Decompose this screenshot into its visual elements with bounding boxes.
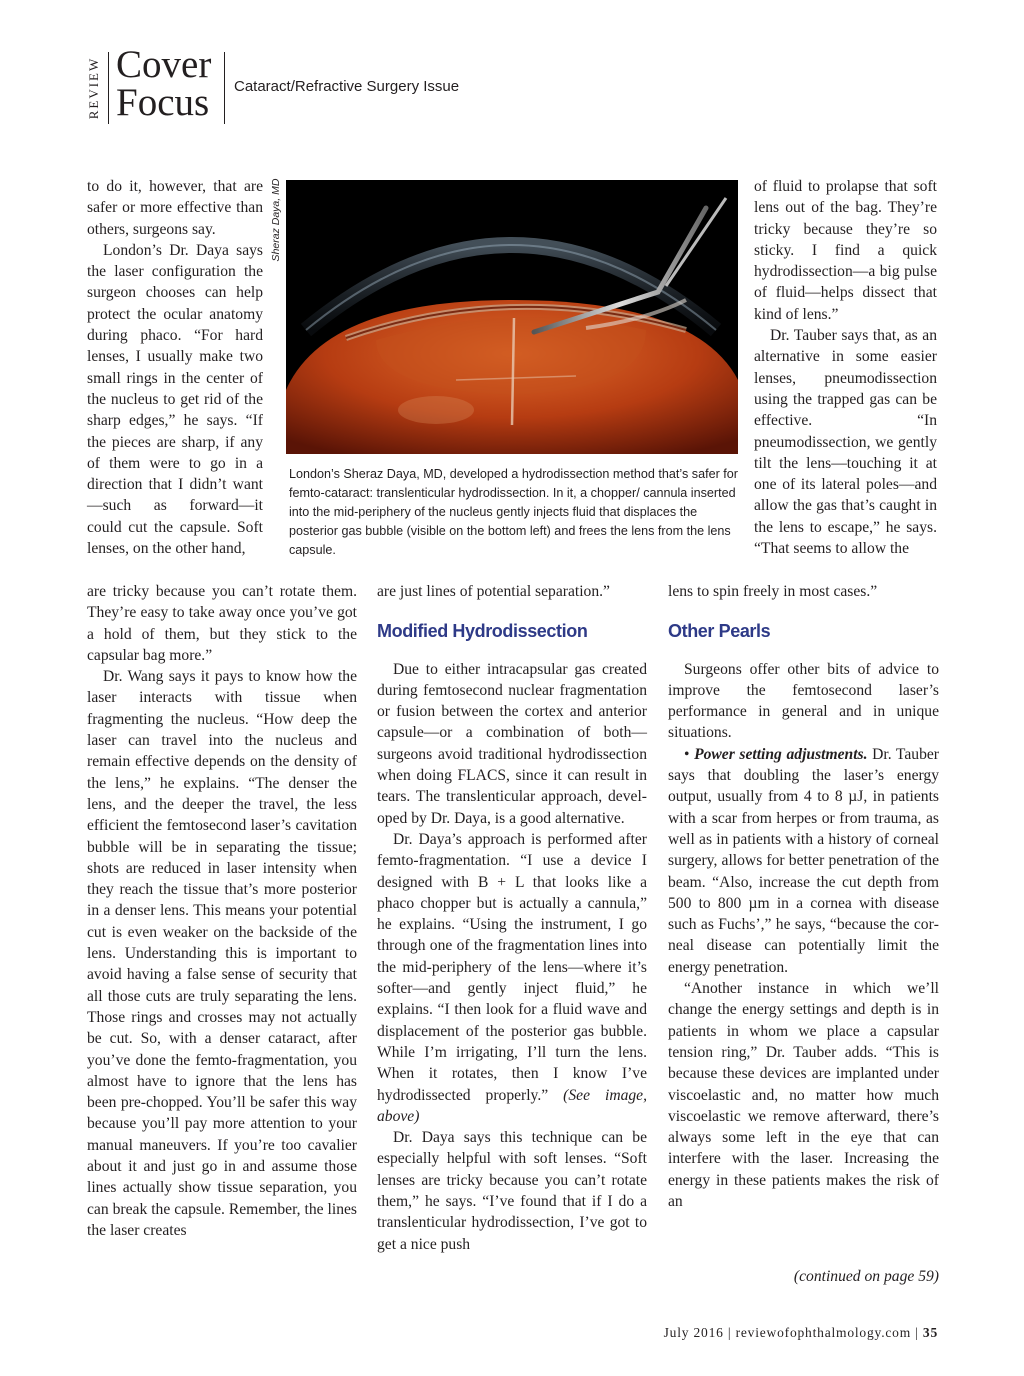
- column-1-top: [87, 176, 263, 559]
- figure-caption: London’s Sheraz Daya, MD, developed a hydrodissection method that’s safer for femto-cataract: translenticular hydrodissection. In it, a chopper/ cannula inserted into the mid-periphery of the nucleus gently injects fluid that displaces the posterior gas bubble (visible on the bottom left) and frees the lens from the lens capsule.: [289, 467, 738, 557]
- image-reference: (See image, above): [377, 1086, 647, 1125]
- eye-illustration: [286, 180, 738, 454]
- paragraph: to do it, however, that are safer or more effective than others, surgeons say.: [87, 178, 263, 238]
- section-heading: Other Pearls: [668, 621, 771, 642]
- gas-bubble: [398, 396, 474, 424]
- review-label: REVIEW: [86, 56, 101, 120]
- bullet: •: [684, 745, 695, 763]
- paragraph: “Another instance in which we’ll change the energy settings and depth is in patients in whom we place a capsular tension ring,” Dr. Tauber adds. “This is because these devices are implanted under viscoelastic and, no matter how much viscoelastic we remove afterward, there’s always some left in the eye that can interfere with the laser. Increasing the energy in these patients makes the risk of an: [668, 980, 939, 1211]
- paragraph: Surgeons offer other bits of advice to improve the femtosecond laser’s performance in general and in unique situations.: [668, 660, 939, 742]
- paragraph: Due to either intracapsular gas created during femtosecond nuclear fragmentation or fusion between the cortex and anterior capsule—or a combination of both—surgeons avoid traditional hydrodissection when doing FLACS, since it can result in tears. The translenticular approach, developed by Dr. Daya, is a good alternative.: [377, 660, 647, 827]
- issue-label: Cataract/Refractive Surgery Issue: [234, 78, 460, 95]
- section-title-cover: Cover: [116, 43, 212, 86]
- photo-credit: Sheraz Daya, MD: [270, 178, 282, 262]
- column-3-top: [754, 176, 937, 559]
- paragraph: Dr. Daya says this technique can be especially helpful with soft lenses. “Soft lenses are tricky because you can’t rotate them,” he says. “I’ve found that if I do a translenticular hydrodissection, I’ve got to get a nice push: [377, 1129, 647, 1253]
- paragraph: Dr. Tauber says that, as an alternative in some easier lenses, pneumodissection using the trapped gas can be effective. “In pneumodissection, we gently tilt the lens—touching it at one of its lateral poles—and allow the gas that’s caught in the lens to escape,” he says. “That seems to allow the: [754, 327, 937, 558]
- column-3: [668, 581, 939, 1212]
- paragraph: are just lines of potential separation.”: [377, 583, 610, 600]
- masthead-divider: [224, 52, 225, 124]
- bold-subhead: Power setting adjustments.: [694, 745, 868, 763]
- paragraph: are tricky because you can’t rotate them. They’re easy to take away once you’ve got a hold of them, but they stick to the capsular bag more.”: [87, 583, 357, 664]
- paragraph: London’s Dr. Daya says the laser configuration the surgeon chooses can help protect the ocular anatomy during phaco. “For hard lenses, I usually make two small rings in the center of the nucleus to get rid of the sharp edges,” he says. “If the pieces are sharp, if any of them were to go in a direction that I didn’t want—such as forward—it could cut the capsule. Soft lenses, on the other hand,: [87, 241, 263, 558]
- continued-notice: (continued on page 59): [793, 1268, 939, 1285]
- eye-surgery-image: [286, 180, 738, 454]
- paragraph: Dr. Daya’s approach is performed after femto-fragmentation. “I use a device I designed with B + L that looks like a phaco chopper but is actually a cannula,” he explains. “Using the instrument, I go through one of the fragmentation lines into the mid-periphery of the lens—where it’s softer—and gently inject fluid,” he explains. “I then look for a fluid wave and displacement of the posterior gas bubble. While I’m irrigating, I’ll turn the lens. When it rotates, then I know I’ve hydrodissected properly.” (See image, above): [377, 830, 647, 1125]
- footer-issue: July 2016: [663, 1325, 724, 1340]
- column-1-bottom: [87, 581, 357, 1241]
- paragraph: Dr. Wang says it pays to know how the laser interacts with tissue when fragmenting the nucleus. “How deep the laser can travel into the nucleus and remain effective depends on the density of the lens,” he explains. “The denser the lens, and the deeper the travel, the less efficient the femtosecond laser’s cavitation bubble will be in separating the tissue; shots are reduced in laser intensity when they reach the tissue that’s more posterior in a denser lens. This means your potential cut is even weaker on the backside of the lens. Understanding this is important to avoid having a false sense of security that all those cuts are truly separating the lens. Those rings and crosses may not actually be cut. So, with a denser cataract, after you’ve done the femto-fragmentation, you almost have to ignore that the lens has been pre-chopped. You’ll be safer this way because you’ll pay more attention to your manual maneuvers. If you’re too cavalier about it and just go in and assume those lines actually show tissue separation, you can break the capsule. Remember, the lines the laser creates: [87, 668, 357, 1239]
- paragraph: • Power setting adjustments. Dr. Tauber says that doubling the laser’s energy output, usually from 4 to 8 µJ, in patients with a scar from herpes or from trauma, as well as in patients with a history of corneal surgery, allows for better penetration of the beam. “Also, increase the cut depth from 500 to 800 µm in a cornea with disease such as Fuchs’,” he says, “because the corneal disease can potentially limit the energy penetration.: [668, 745, 939, 976]
- page-number: 35: [922, 1325, 938, 1340]
- section-heading: Modified Hydrodissection: [377, 621, 588, 642]
- column-2: [377, 581, 647, 1255]
- paragraph: of fluid to prolapse that soft lens out of the bag. They’re tricky because they’re so sticky. I find a quick hydrodissection—a big pulse of fluid—helps dissect that kind of lens.”: [754, 178, 937, 323]
- section-title: [116, 43, 212, 124]
- masthead-divider: [108, 52, 109, 124]
- paragraph: lens to spin freely in most cases.”: [668, 583, 878, 600]
- page-footer: July 2016 | reviewofophthalmology.com | 35: [663, 1325, 938, 1340]
- section-title-focus: Focus: [116, 81, 210, 124]
- footer-site: reviewofophthalmology.com: [735, 1325, 912, 1340]
